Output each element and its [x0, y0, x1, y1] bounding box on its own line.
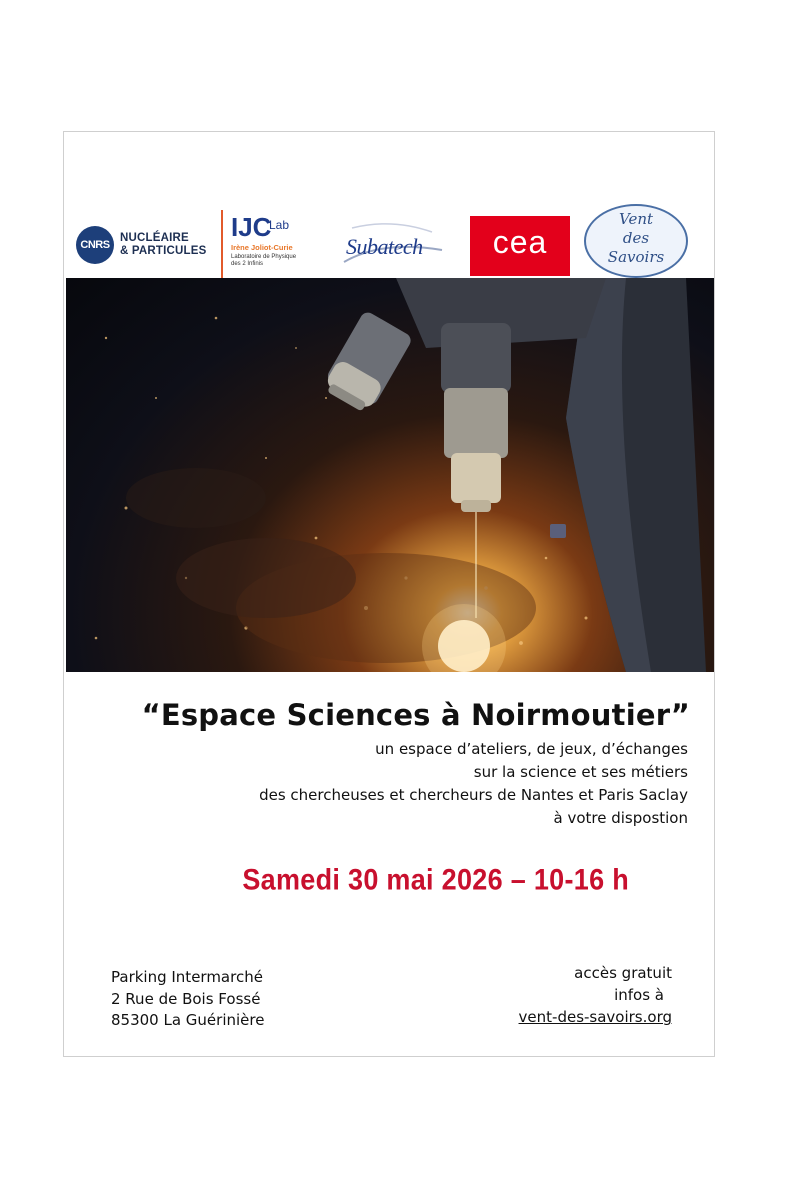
event-date: Samedi 30 mai 2026 – 10-16 h [242, 863, 629, 897]
ijclab-lab-text: Lab [269, 218, 290, 232]
website-link[interactable]: vent-des-savoirs.org [518, 1008, 672, 1026]
cnrs-text-line2: & PARTICULES [120, 245, 207, 257]
cnrs-mark: CNRS [76, 226, 114, 264]
vent-des-savoirs-logo [584, 204, 690, 278]
subatech-wordmark: Subatech [346, 234, 423, 259]
free-access-text: accès gratuit [574, 964, 672, 982]
cnrs-text-line1: NUCLÉAIRE [120, 232, 189, 244]
subatech-logo [342, 210, 457, 278]
partner-logos-row [64, 210, 716, 278]
ijclab-desc-line2: des 2 Infinis [231, 261, 264, 267]
vent-line2: des [622, 229, 650, 247]
vent-line3: Savoirs [607, 248, 665, 266]
event-address [111, 967, 264, 1032]
event-title: “Espace Sciences à Noirmoutier” [141, 698, 690, 732]
cnrs-logo [74, 210, 224, 278]
event-description [259, 738, 688, 830]
address-line1: Parking Intermarché [111, 968, 263, 986]
description-line4: à votre dispostion [553, 809, 688, 827]
ijclab-subtitle: Irène Joliot-Curie [231, 243, 293, 252]
info-label: infos à [614, 986, 664, 1004]
vent-line1: Vent [618, 210, 654, 228]
address-line3: 85300 La Guérinière [111, 1011, 265, 1029]
ijclab-wordmark: IJC [231, 212, 272, 242]
description-line3: des chercheuses et chercheurs de Nantes et Paris Saclay [259, 786, 688, 804]
cea-wordmark: cea [492, 224, 548, 260]
cnrs-logo-text [120, 232, 207, 258]
event-info [519, 962, 672, 1028]
microscope-hero-image [66, 278, 714, 672]
address-line2: 2 Rue de Bois Fossé [111, 989, 261, 1008]
microscope-illustration [66, 278, 714, 672]
description-line2: sur la science et ses métiers [473, 763, 688, 781]
cea-logo [470, 216, 570, 276]
description-line1: un espace d’ateliers, de jeux, d’échanges [375, 740, 688, 758]
ijclab-description [231, 254, 296, 268]
event-poster [63, 131, 715, 1057]
ijclab-logo [221, 210, 313, 278]
ijclab-desc-line1: Laboratoire de Physique [231, 254, 297, 260]
